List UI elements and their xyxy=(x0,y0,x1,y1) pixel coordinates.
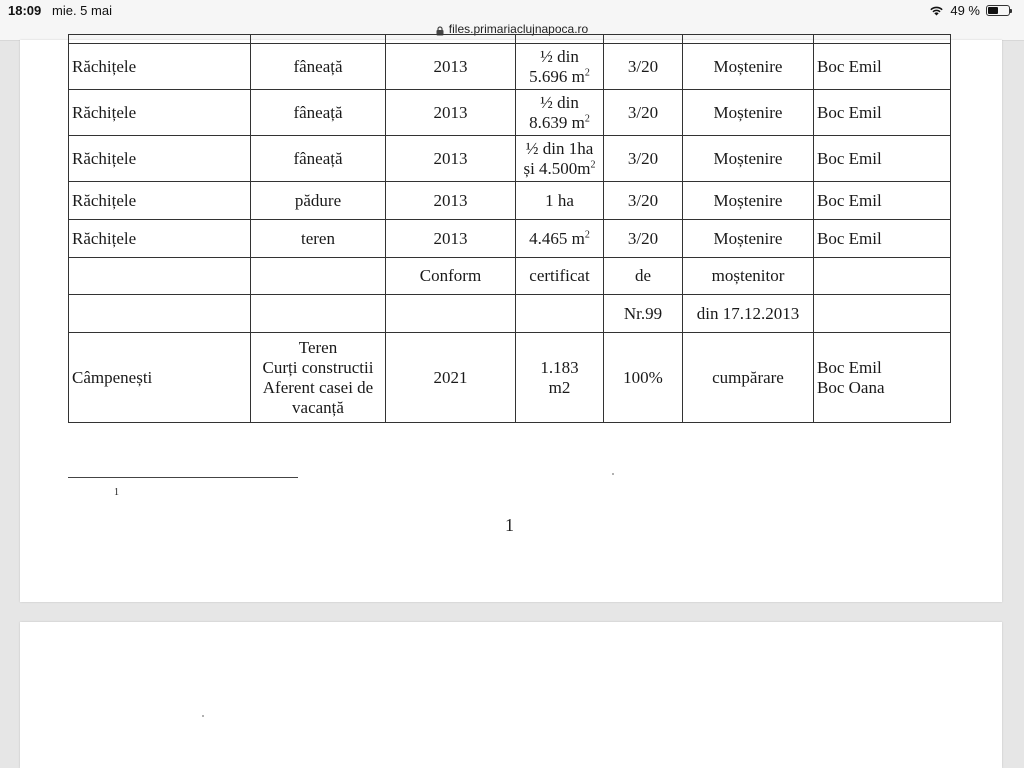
certificate-text-3: de xyxy=(604,258,683,295)
owner-cell: Boc Emil xyxy=(814,182,951,220)
owner-cell: Boc Emil xyxy=(814,220,951,258)
area-value: 5.696 m xyxy=(529,66,585,86)
certificate-row xyxy=(69,258,951,295)
acquisition-mode-cell: Moștenire xyxy=(683,182,814,220)
certificate-number-row xyxy=(69,295,951,333)
area-cell xyxy=(516,90,604,136)
share-cell: 3/20 xyxy=(604,182,683,220)
area-line-1: 1.183 xyxy=(540,357,579,377)
share-cell: 3/20 xyxy=(604,90,683,136)
wifi-icon xyxy=(929,5,944,16)
scan-speck xyxy=(612,473,614,475)
year-cell: 2013 xyxy=(386,136,516,182)
area-unit-exponent: 2 xyxy=(590,158,596,170)
area-unit-exponent: 2 xyxy=(584,112,590,124)
status-time: 18:09 xyxy=(8,3,42,18)
document-page-next xyxy=(20,622,1002,768)
year-cell: 2013 xyxy=(386,182,516,220)
table-row xyxy=(69,182,951,220)
category-line: Teren xyxy=(298,337,338,357)
area-cell xyxy=(516,44,604,90)
area-unit-exponent: 2 xyxy=(584,66,590,78)
battery-percentage: 49 % xyxy=(950,3,980,18)
status-indicators xyxy=(929,3,1010,18)
empty-cell xyxy=(251,295,386,333)
area-unit-exponent: 2 xyxy=(584,228,590,240)
acquisition-mode-cell: Moștenire xyxy=(683,136,814,182)
area-line-2 xyxy=(519,67,600,87)
empty-cell xyxy=(69,295,251,333)
owner-line: Boc Oana xyxy=(817,377,885,397)
certificate-text-1: Conform xyxy=(386,258,516,295)
category-cell: pădure xyxy=(251,182,386,220)
table-row xyxy=(69,44,951,90)
empty-cell xyxy=(386,295,516,333)
share-cell: 3/20 xyxy=(604,220,683,258)
scan-speck xyxy=(202,715,204,717)
category-line: vacanță xyxy=(292,397,344,417)
locality-cell: Răchițele xyxy=(69,220,251,258)
locality-cell: Răchițele xyxy=(69,182,251,220)
area-cell: 1 ha xyxy=(516,182,604,220)
area-cell xyxy=(516,136,604,182)
empty-cell xyxy=(814,258,951,295)
area-cell xyxy=(516,220,604,258)
acquisition-mode-cell: Moștenire xyxy=(683,44,814,90)
acquisition-mode-cell: Moștenire xyxy=(683,90,814,136)
battery-icon xyxy=(986,5,1010,16)
owner-cell: Boc Emil xyxy=(814,44,951,90)
category-cell: teren xyxy=(251,220,386,258)
locality-cell: Câmpenești xyxy=(69,333,251,423)
area-line-1: ½ din 1ha xyxy=(525,138,594,158)
empty-cell xyxy=(516,295,604,333)
footnote-mark: 1 xyxy=(114,487,119,498)
year-cell: 2013 xyxy=(386,44,516,90)
area-line-2 xyxy=(519,159,600,179)
document-page xyxy=(20,40,1002,602)
certificate-number: Nr.99 xyxy=(604,295,683,333)
area-line-2: m2 xyxy=(548,377,571,397)
table-row-cut xyxy=(69,35,951,44)
locality-cell: Răchițele xyxy=(69,90,251,136)
table-row xyxy=(69,220,951,258)
year-cell: 2013 xyxy=(386,220,516,258)
category-line: Aferent casei de xyxy=(262,377,374,397)
certificate-text-4: moștenitor xyxy=(683,258,814,295)
locality-cell: Răchițele xyxy=(69,44,251,90)
assets-table xyxy=(68,34,951,423)
table-row xyxy=(69,333,951,423)
page-number: 1 xyxy=(505,515,514,535)
owner-cell: Boc Emil xyxy=(814,90,951,136)
area-line-2 xyxy=(519,113,600,133)
category-cell: fâneață xyxy=(251,136,386,182)
owner-cell: Boc Emil xyxy=(814,136,951,182)
empty-cell xyxy=(251,258,386,295)
table-row xyxy=(69,90,951,136)
owner-line: Boc Emil xyxy=(817,357,882,377)
share-cell: 3/20 xyxy=(604,44,683,90)
category-cell xyxy=(251,333,386,423)
owner-cell xyxy=(814,333,951,423)
share-cell: 100% xyxy=(604,333,683,423)
battery-level xyxy=(988,7,998,14)
certificate-date: din 17.12.2013 xyxy=(683,295,814,333)
year-cell: 2021 xyxy=(386,333,516,423)
area-value: și 4.500m xyxy=(523,158,591,178)
locality-cell: Răchițele xyxy=(69,136,251,182)
acquisition-mode-cell: cumpărare xyxy=(683,333,814,423)
empty-cell xyxy=(814,295,951,333)
area-line-1: ½ din xyxy=(540,46,579,66)
area-value: 8.639 m xyxy=(529,112,585,132)
share-cell: 3/20 xyxy=(604,136,683,182)
certificate-text-2: certificat xyxy=(516,258,604,295)
footnote-separator xyxy=(68,477,298,478)
area-value: 4.465 m xyxy=(529,228,585,248)
area-cell xyxy=(516,333,604,423)
area-line-1: ½ din xyxy=(540,92,579,112)
category-line: Curți constructii xyxy=(262,357,374,377)
url-text[interactable]: files.primariaclujnapoca.ro xyxy=(448,22,589,36)
empty-cell xyxy=(69,258,251,295)
category-cell: fâneață xyxy=(251,90,386,136)
status-date: mie. 5 mai xyxy=(52,3,112,18)
acquisition-mode-cell: Moștenire xyxy=(683,220,814,258)
category-cell: fâneață xyxy=(251,44,386,90)
table-row xyxy=(69,136,951,182)
year-cell: 2013 xyxy=(386,90,516,136)
